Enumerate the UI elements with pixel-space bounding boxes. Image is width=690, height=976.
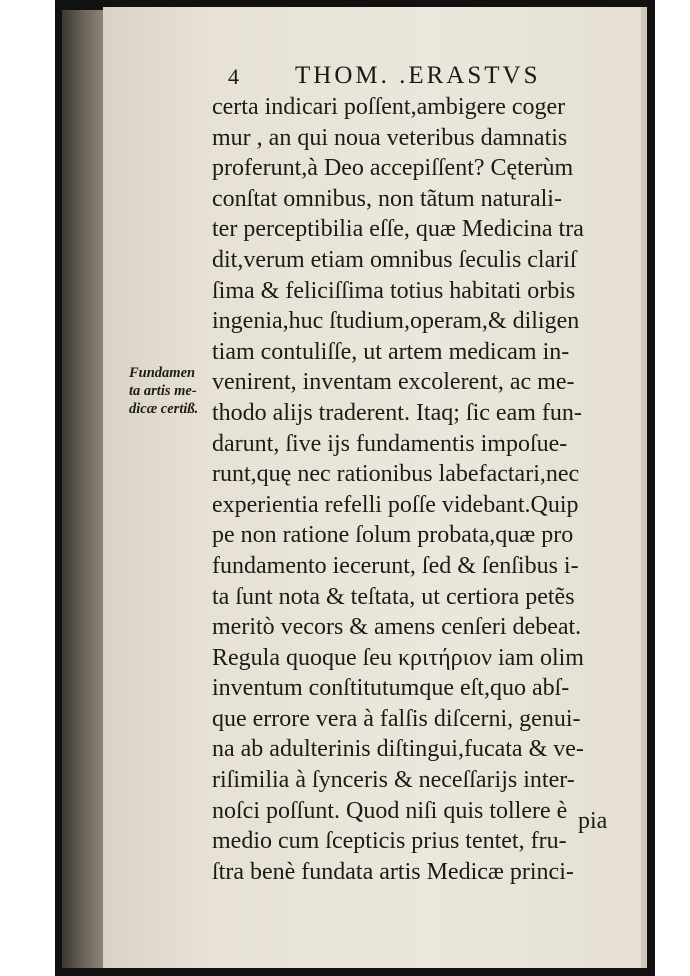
text-line: inventum conſtitutumque eſt,quo abſ- [212, 675, 570, 702]
text-line: Regula quoque ſeu κριτήριον iam olim [212, 644, 584, 671]
text-line: ſima & feliciſſima totius habitati orbis [212, 277, 576, 304]
page-header [225, 62, 605, 96]
body-text [212, 92, 630, 887]
marginal-note-line: ta artis me- [129, 383, 197, 399]
text-line: ter perceptibilia eſſe, quæ Medicina tra [212, 216, 584, 243]
text-line: runt,quę nec rationibus labefactari,nec [212, 461, 580, 488]
text-line: riſimilia à ſynceris & neceſſarijs inter- [212, 767, 575, 794]
text-line: proferunt,à Deo accepiſſent? Cęterùm [212, 155, 574, 182]
text-line: fundamento iecerunt, ſed & ſenſibus i- [212, 552, 579, 579]
text-line: meritò vecors & amens cenſeri debeat. [212, 614, 582, 641]
page-edge [641, 7, 647, 968]
marginal-note-line: Fundamen [129, 365, 196, 381]
text-line: thodo alijs traderent. Itaq; ſic eam fun- [212, 399, 582, 426]
text-line: pe non ratione ſolum probata,quæ pro [212, 522, 574, 549]
text-line: ingenia,huc ſtudium,operam,& diligen [212, 308, 580, 335]
page-number: 4 [228, 64, 242, 89]
text-line: certa indicari poſſent,ambigere coger [212, 94, 566, 120]
text-line: dit,verum etiam omnibus ſeculis clariſ [212, 246, 577, 273]
running-title: THOM. .ERASTVS [295, 62, 541, 89]
text-line: medio cum ſcepticis prius tentet, fru- [212, 828, 567, 855]
text-line: noſci poſſunt. Quod niſi quis tollere è [212, 797, 568, 824]
text-line: ſtra benè fundata artis Medicæ princi- [212, 858, 574, 885]
text-line: ta ſunt nota & teſtata, ut certiora petẽs [212, 583, 575, 610]
catchword: pia [578, 808, 608, 834]
text-line: venirent, inventam excolerent, ac me- [212, 369, 575, 396]
text-line: tiam contuliſſe, ut artem medicam in- [212, 338, 570, 365]
text-line: experientia refelli poſſe videbant.Quip [212, 491, 579, 518]
text-line: na ab adulterinis diſtingui,fucata & ve- [212, 736, 584, 763]
text-line: que errore vera à falſis diſcerni, genui- [212, 705, 581, 732]
text-line: conſtat omnibus, non tãtum naturali- [212, 185, 562, 212]
text-line: darunt, ſive ijs fundamentis impoſue- [212, 430, 568, 457]
text-line: mur , an qui noua veteribus damnatis [212, 124, 568, 151]
marginal-note [129, 364, 221, 418]
marginal-note-line: dicæ certiß. [129, 401, 199, 417]
